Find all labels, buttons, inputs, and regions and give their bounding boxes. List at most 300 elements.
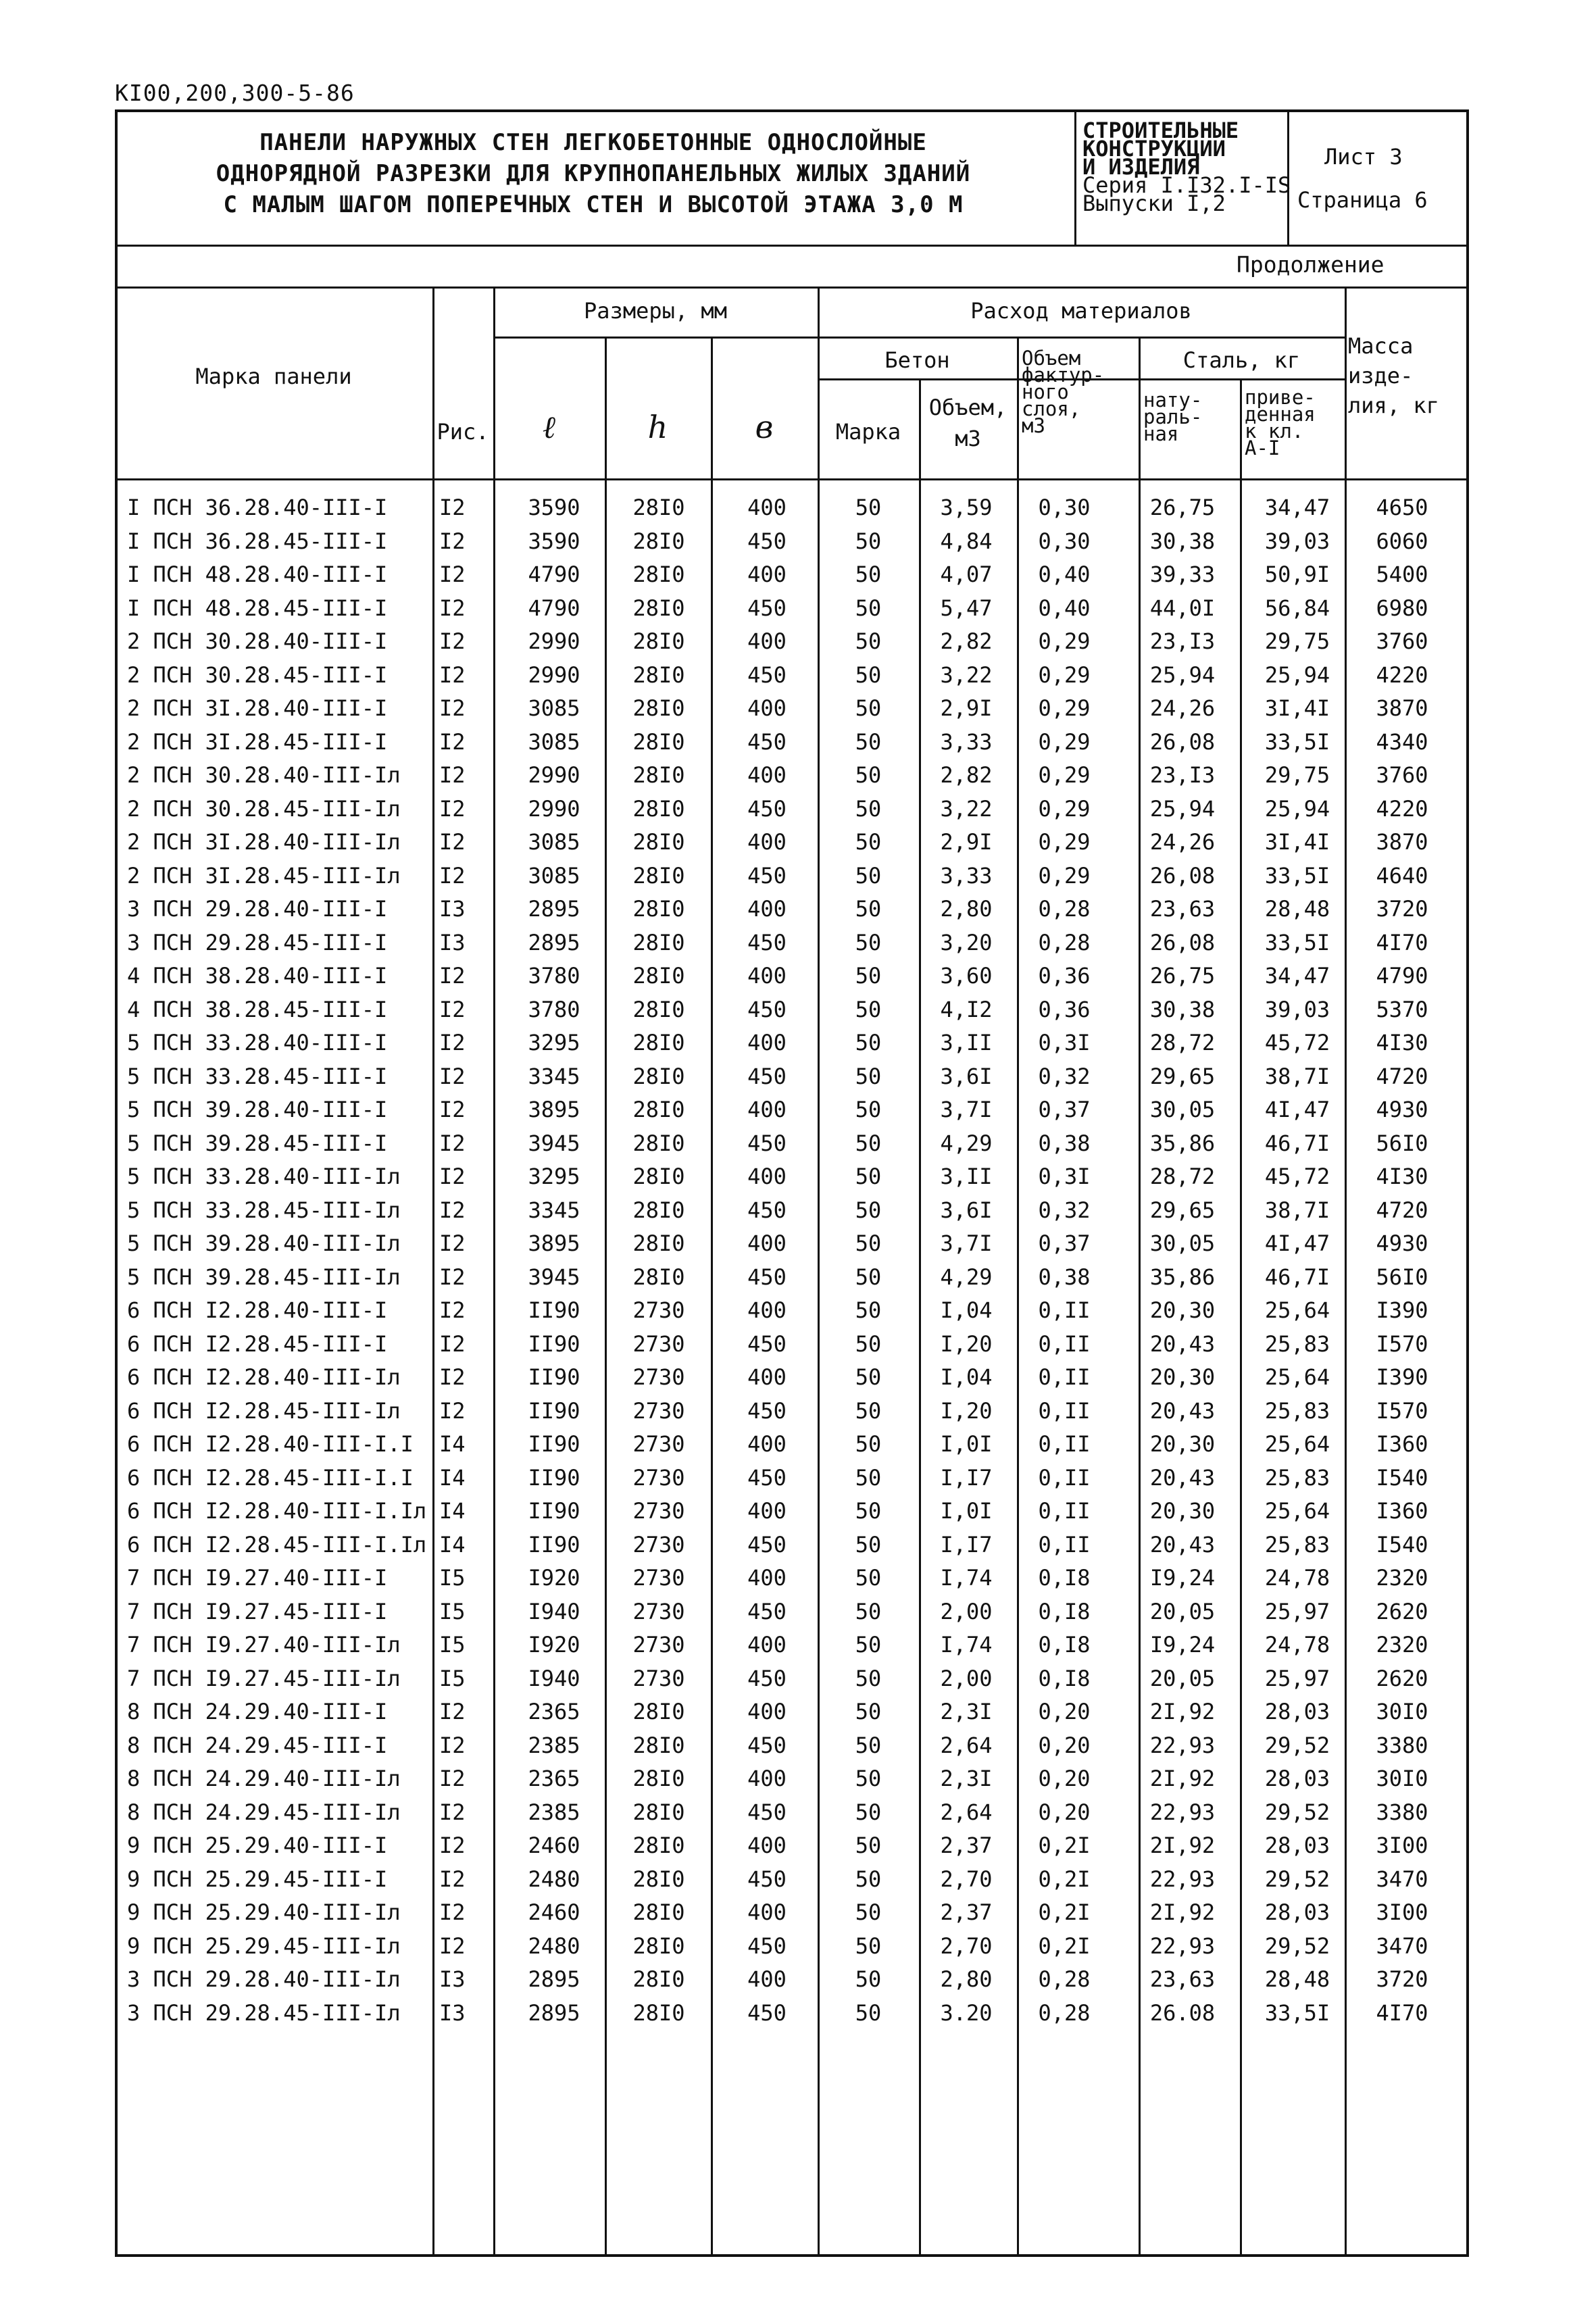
- concrete-grade: 50: [855, 495, 882, 520]
- panel-mark: 8 ПСН 24.29.40-III-Iл: [127, 1766, 401, 1791]
- steel-reduced: 33,5I: [1264, 1999, 1330, 2026]
- figure-number: I2: [439, 1264, 466, 1290]
- table-row: [0, 791, 1596, 824]
- height-value: 28I0: [632, 1164, 685, 1189]
- header-text: приве-: [1245, 386, 1316, 409]
- texture-volume: 0,2I: [1038, 1933, 1091, 1959]
- title-line: С МАЛЫМ ШАГОМ ПОПЕРЕЧНЫХ СТЕН И ВЫСОТОЙ ЭТАЖА 3,0 М: [223, 191, 964, 218]
- figure-number: I4: [439, 1531, 466, 1558]
- texture-volume: 0,29: [1038, 762, 1091, 788]
- texture-volume: 0,20: [1038, 1799, 1091, 1825]
- figure-number: I2: [439, 528, 466, 554]
- length-value: 3780: [528, 963, 580, 989]
- concrete-volume: 3,20: [940, 929, 993, 955]
- steel-natural: 26,75: [1149, 963, 1216, 989]
- mass-value: I390: [1376, 1364, 1428, 1390]
- steel-natural: 20,43: [1149, 1397, 1216, 1424]
- steel-reduced: 24,78: [1264, 1565, 1330, 1591]
- mass-value: I570: [1376, 1397, 1428, 1424]
- steel-natural: 20,30: [1149, 1364, 1216, 1390]
- length-value: 3295: [528, 1164, 580, 1189]
- texture-volume: 0,20: [1038, 1732, 1091, 1758]
- length-value: 2480: [528, 1866, 580, 1892]
- table-row: [0, 623, 1596, 657]
- figure-number: I2: [439, 628, 466, 654]
- figure-number: I2: [439, 562, 466, 587]
- length-value: 2990: [528, 762, 580, 788]
- concrete-grade: 50: [855, 695, 882, 721]
- header-text: А-I: [1245, 437, 1280, 459]
- panel-mark: 7 ПСН I9.27.40-III-I: [127, 1565, 388, 1591]
- concrete-volume: I,04: [940, 1364, 993, 1390]
- thickness-value: 450: [747, 1397, 787, 1424]
- figure-number: I4: [439, 1431, 466, 1457]
- concrete-grade: 50: [855, 528, 882, 554]
- steel-reduced: 4I,47: [1264, 1230, 1330, 1256]
- concrete-volume: 2,9I: [940, 695, 993, 721]
- texture-volume: 0,36: [1038, 996, 1091, 1022]
- thickness-value: 400: [747, 1030, 787, 1055]
- height-value: 2730: [632, 1364, 685, 1390]
- panel-mark: 7 ПСН I9.27.45-III-I: [127, 1598, 388, 1624]
- height-value: 28I0: [632, 1732, 685, 1758]
- table-row: [0, 590, 1596, 624]
- mass-value: 30I0: [1376, 1699, 1428, 1724]
- table-row: [0, 1359, 1596, 1393]
- mass-value: 4220: [1376, 662, 1428, 688]
- height-value: 28I0: [632, 896, 685, 922]
- concrete-volume: 2,82: [940, 762, 993, 788]
- concrete-volume: I,74: [940, 1632, 993, 1658]
- concrete-grade: 50: [855, 1966, 882, 1992]
- texture-volume: 0,II: [1038, 1464, 1091, 1491]
- mass-value: 2320: [1376, 1565, 1428, 1591]
- length-value: I940: [528, 1665, 580, 1691]
- header-text: м3: [955, 426, 981, 451]
- concrete-volume: 4,29: [940, 1264, 993, 1290]
- texture-volume: 0,II: [1038, 1531, 1091, 1558]
- mass-value: 2620: [1376, 1665, 1428, 1691]
- steel-reduced: 3I,4I: [1264, 695, 1330, 721]
- panel-mark: 7 ПСН I9.27.40-III-Iл: [127, 1632, 401, 1658]
- header-thickness: в: [755, 409, 774, 445]
- header-steel: Сталь, кг: [1182, 347, 1301, 373]
- concrete-grade: 50: [855, 1999, 882, 2026]
- steel-reduced: 25,83: [1264, 1330, 1330, 1357]
- thickness-value: 450: [747, 1665, 787, 1691]
- thickness-value: 400: [747, 1766, 787, 1791]
- mass-value: 3760: [1376, 762, 1428, 788]
- series-line: И ИЗДЕЛИЯ: [1082, 154, 1200, 180]
- thickness-value: 450: [747, 996, 787, 1022]
- texture-volume: 0,29: [1038, 795, 1091, 822]
- continuation-label: Продолжение: [1237, 251, 1385, 278]
- steel-reduced: 28,03: [1264, 1766, 1330, 1791]
- concrete-grade: 50: [855, 1799, 882, 1825]
- figure-number: I5: [439, 1598, 466, 1624]
- concrete-grade: 50: [855, 1565, 882, 1591]
- steel-reduced: 46,7I: [1264, 1130, 1330, 1156]
- figure-number: I2: [439, 1197, 466, 1223]
- thickness-value: 400: [747, 1699, 787, 1724]
- thickness-value: 400: [747, 695, 787, 721]
- height-value: 28I0: [632, 562, 685, 587]
- figure-number: I2: [439, 1866, 466, 1892]
- concrete-volume: 2,80: [940, 896, 993, 922]
- length-value: 2365: [528, 1699, 580, 1724]
- steel-natural: 23,63: [1149, 896, 1216, 922]
- thickness-value: 450: [747, 1197, 787, 1223]
- concrete-volume: 3,6I: [940, 1063, 993, 1089]
- thickness-value: 400: [747, 963, 787, 989]
- figure-number: I2: [439, 1063, 466, 1089]
- concrete-grade: 50: [855, 829, 882, 855]
- mass-value: 4650: [1376, 495, 1428, 520]
- table-row: [0, 1727, 1596, 1761]
- table-row: [0, 857, 1596, 891]
- concrete-volume: 3,7I: [940, 1097, 993, 1122]
- concrete-grade: 50: [855, 1097, 882, 1122]
- panel-mark: 6 ПСН I2.28.40-III-I: [127, 1297, 388, 1323]
- length-value: 2460: [528, 1833, 580, 1858]
- height-value: 28I0: [632, 695, 685, 721]
- concrete-grade: 50: [855, 1732, 882, 1758]
- length-value: 2990: [528, 795, 580, 822]
- concrete-grade: 50: [855, 1531, 882, 1558]
- header-height: h: [647, 409, 668, 445]
- height-value: 28I0: [632, 595, 685, 621]
- concrete-grade: 50: [855, 929, 882, 955]
- panel-mark: 6 ПСН I2.28.40-III-Iл: [127, 1364, 401, 1390]
- table-row: [0, 1827, 1596, 1861]
- header-text: к кл.: [1245, 420, 1304, 443]
- length-value: 2480: [528, 1933, 580, 1959]
- height-value: 2730: [632, 1598, 685, 1624]
- figure-number: I3: [439, 1966, 466, 1992]
- steel-natural: 26,08: [1149, 862, 1216, 889]
- mass-value: I360: [1376, 1431, 1428, 1457]
- thickness-value: 450: [747, 795, 787, 822]
- mass-value: I390: [1376, 1297, 1428, 1323]
- texture-volume: 0,20: [1038, 1699, 1091, 1724]
- length-value: 3345: [528, 1063, 580, 1089]
- texture-volume: 0,II: [1038, 1397, 1091, 1424]
- concrete-volume: 3,22: [940, 795, 993, 822]
- steel-reduced: 29,75: [1264, 628, 1330, 654]
- figure-number: I5: [439, 1565, 466, 1591]
- concrete-grade: 50: [855, 1030, 882, 1055]
- concrete-grade: 50: [855, 1464, 882, 1491]
- concrete-grade: 50: [855, 1230, 882, 1256]
- steel-reduced: 25,83: [1264, 1464, 1330, 1491]
- panel-mark: 2 ПСН 30.28.45-III-Iл: [127, 795, 401, 822]
- table-row: [0, 1292, 1596, 1326]
- panel-mark: 7 ПСН I9.27.45-III-Iл: [127, 1665, 401, 1691]
- panel-mark: 6 ПСН I2.28.45-III-Iл: [127, 1397, 401, 1424]
- concrete-volume: 2,37: [940, 1833, 993, 1858]
- steel-reduced: 33,5I: [1264, 728, 1330, 755]
- thickness-value: 400: [747, 495, 787, 520]
- steel-reduced: 29,52: [1264, 1933, 1330, 1959]
- steel-natural: 20,30: [1149, 1498, 1216, 1524]
- concrete-grade: 50: [855, 762, 882, 788]
- steel-natural: I9,24: [1149, 1565, 1216, 1591]
- steel-reduced: 25,64: [1264, 1431, 1330, 1457]
- length-value: 2990: [528, 628, 580, 654]
- length-value: 3945: [528, 1130, 580, 1156]
- texture-volume: 0,II: [1038, 1431, 1091, 1457]
- series-line: СТРОИТЕЛЬНЫЕ: [1082, 118, 1239, 143]
- thickness-value: 450: [747, 1264, 787, 1290]
- mass-value: 4930: [1376, 1097, 1428, 1122]
- texture-volume: 0,29: [1038, 862, 1091, 889]
- texture-volume: 0,28: [1038, 896, 1091, 922]
- table-row: [0, 690, 1596, 724]
- concrete-grade: 50: [855, 1498, 882, 1524]
- steel-natural: 25,94: [1149, 662, 1216, 688]
- mass-value: 5370: [1376, 996, 1428, 1022]
- mass-value: 4I70: [1376, 929, 1428, 955]
- header-text: ного: [1022, 380, 1069, 403]
- figure-number: I2: [439, 1230, 466, 1256]
- concrete-volume: 2,82: [940, 628, 993, 654]
- panel-mark: 8 ПСН 24.29.45-III-I: [127, 1732, 388, 1758]
- texture-volume: 0,29: [1038, 829, 1091, 855]
- steel-reduced: 29,75: [1264, 762, 1330, 788]
- table-row: [0, 1493, 1596, 1526]
- steel-reduced: 50,9I: [1264, 562, 1330, 587]
- series-block: [1082, 118, 1291, 216]
- concrete-volume: I,I7: [940, 1531, 993, 1558]
- texture-volume: 0,2I: [1038, 1866, 1091, 1892]
- steel-reduced: 34,47: [1264, 495, 1330, 520]
- texture-volume: 0,II: [1038, 1330, 1091, 1357]
- panel-mark: 5 ПСН 39.28.45-III-I: [127, 1130, 388, 1156]
- height-value: 28I0: [632, 1230, 685, 1256]
- steel-reduced: 24,78: [1264, 1632, 1330, 1658]
- thickness-value: 450: [747, 1531, 787, 1558]
- height-value: 28I0: [632, 528, 685, 554]
- figure-number: I2: [439, 1164, 466, 1189]
- table-row: [0, 957, 1596, 991]
- table-row: [0, 1526, 1596, 1560]
- header-materials: Расход материалов: [970, 298, 1192, 324]
- series-line: Серия I.I32.I-IS: [1082, 172, 1291, 198]
- table-row: [0, 1125, 1596, 1159]
- steel-reduced: 56,84: [1264, 595, 1330, 621]
- panel-mark: 5 ПСН 39.28.45-III-Iл: [127, 1264, 401, 1290]
- mass-value: 4930: [1376, 1230, 1428, 1256]
- length-value: 2895: [528, 1999, 580, 2026]
- table-row: [0, 724, 1596, 757]
- thickness-value: 400: [747, 1833, 787, 1858]
- concrete-volume: I,I7: [940, 1464, 993, 1491]
- figure-number: I5: [439, 1632, 466, 1658]
- panel-mark: 9 ПСН 25.29.45-III-I: [127, 1866, 388, 1892]
- concrete-volume: 2,70: [940, 1866, 993, 1892]
- concrete-volume: 2,37: [940, 1899, 993, 1925]
- steel-natural: 28,72: [1149, 1030, 1216, 1055]
- texture-volume: 0,32: [1038, 1063, 1091, 1089]
- concrete-volume: 2,9I: [940, 829, 993, 855]
- texture-volume: 0,3I: [1038, 1030, 1091, 1055]
- table-row: [0, 1192, 1596, 1226]
- steel-reduced: 38,7I: [1264, 1197, 1330, 1223]
- steel-reduced: 45,72: [1264, 1030, 1330, 1055]
- texture-volume: 0,I8: [1038, 1632, 1091, 1658]
- thickness-value: 400: [747, 1297, 787, 1323]
- panel-mark: 8 ПСН 24.29.40-III-I: [127, 1699, 388, 1724]
- length-value: I920: [528, 1632, 580, 1658]
- panel-mark: 3 ПСН 29.28.45-III-I: [127, 929, 388, 955]
- concrete-grade: 50: [855, 1866, 882, 1892]
- steel-natural: 29,65: [1149, 1197, 1216, 1223]
- steel-reduced: 39,03: [1264, 528, 1330, 554]
- height-value: 28I0: [632, 1130, 685, 1156]
- panel-mark: 6 ПСН I2.28.45-III-I.I: [127, 1464, 414, 1491]
- length-value: 3085: [528, 695, 580, 721]
- concrete-volume: 3,33: [940, 862, 993, 889]
- figure-number: I2: [439, 1030, 466, 1055]
- header-length: ℓ: [542, 409, 556, 445]
- table-row: [0, 1861, 1596, 1895]
- length-value: II90: [528, 1498, 580, 1524]
- thickness-value: 400: [747, 562, 787, 587]
- thickness-value: 400: [747, 1899, 787, 1925]
- steel-natural: 20,43: [1149, 1531, 1216, 1558]
- header-text: изде-: [1348, 363, 1414, 389]
- texture-volume: 0,II: [1038, 1498, 1091, 1524]
- steel-natural: 26,75: [1149, 495, 1216, 520]
- concrete-volume: 2,3I: [940, 1699, 993, 1724]
- concrete-volume: I,0I: [940, 1498, 993, 1524]
- steel-natural: I9,24: [1149, 1632, 1216, 1658]
- panel-mark: 3 ПСН 29.28.45-III-Iл: [127, 1999, 401, 2026]
- height-value: 28I0: [632, 1030, 685, 1055]
- panel-mark: 2 ПСН 3I.28.45-III-Iл: [127, 862, 401, 889]
- texture-volume: 0,29: [1038, 628, 1091, 654]
- thickness-value: 450: [747, 662, 787, 688]
- height-value: 28I0: [632, 495, 685, 520]
- concrete-grade: 50: [855, 1899, 882, 1925]
- panel-mark: 2 ПСН 30.28.40-III-I: [127, 628, 388, 654]
- steel-natural: 2I,92: [1149, 1699, 1216, 1724]
- document-title: [120, 127, 1066, 220]
- concrete-grade: 50: [855, 1264, 882, 1290]
- figure-number: I2: [439, 762, 466, 788]
- mass-value: 4720: [1376, 1063, 1428, 1089]
- steel-reduced: 45,72: [1264, 1164, 1330, 1189]
- table-row: [0, 1794, 1596, 1828]
- steel-reduced: 25,94: [1264, 795, 1330, 822]
- mass-value: 30I0: [1376, 1766, 1428, 1791]
- figure-number: I2: [439, 996, 466, 1022]
- concrete-volume: 3.20: [940, 1999, 993, 2026]
- concrete-volume: 5,47: [940, 595, 993, 621]
- concrete-volume: 2,64: [940, 1732, 993, 1758]
- steel-reduced: 28,03: [1264, 1699, 1330, 1724]
- concrete-grade: 50: [855, 1598, 882, 1624]
- concrete-grade: 50: [855, 1933, 882, 1959]
- header-fig: Рис.: [437, 419, 489, 445]
- figure-number: I2: [439, 1833, 466, 1858]
- steel-reduced: 28,03: [1264, 1833, 1330, 1858]
- concrete-grade: 50: [855, 1699, 882, 1724]
- table-row: [0, 1560, 1596, 1593]
- table-row: [0, 1760, 1596, 1794]
- height-value: 2730: [632, 1330, 685, 1357]
- texture-volume: 0,29: [1038, 662, 1091, 688]
- height-value: 2730: [632, 1397, 685, 1424]
- length-value: II90: [528, 1464, 580, 1491]
- height-value: 2730: [632, 1431, 685, 1457]
- steel-reduced: 33,5I: [1264, 862, 1330, 889]
- steel-reduced: 29,52: [1264, 1866, 1330, 1892]
- steel-reduced: 25,97: [1264, 1598, 1330, 1624]
- series-line: КОНСТРУКЦИИ: [1082, 136, 1226, 161]
- length-value: 2895: [528, 929, 580, 955]
- concrete-grade: 50: [855, 1632, 882, 1658]
- concrete-grade: 50: [855, 628, 882, 654]
- table-row: [0, 991, 1596, 1025]
- length-value: 4790: [528, 595, 580, 621]
- table-row: [0, 757, 1596, 791]
- mass-value: 4I30: [1376, 1030, 1428, 1055]
- length-value: 2385: [528, 1799, 580, 1825]
- height-value: 28I0: [632, 728, 685, 755]
- steel-reduced: 46,7I: [1264, 1264, 1330, 1290]
- steel-natural: 2I,92: [1149, 1833, 1216, 1858]
- figure-number: I2: [439, 1097, 466, 1122]
- steel-natural: 23,I3: [1149, 628, 1216, 654]
- length-value: 2365: [528, 1766, 580, 1791]
- height-value: 28I0: [632, 929, 685, 955]
- steel-natural: 24,26: [1149, 829, 1216, 855]
- sheet-number: Лист 3: [1324, 144, 1403, 170]
- concrete-volume: 3,59: [940, 495, 993, 520]
- thickness-value: 450: [747, 595, 787, 621]
- height-value: 28I0: [632, 829, 685, 855]
- mass-value: 56I0: [1376, 1264, 1428, 1290]
- concrete-volume: 4,84: [940, 528, 993, 554]
- header-text: нату-: [1143, 389, 1203, 412]
- steel-natural: 20,30: [1149, 1297, 1216, 1323]
- height-value: 2730: [632, 1498, 685, 1524]
- steel-reduced: 4I,47: [1264, 1097, 1330, 1122]
- panel-mark: 4 ПСН 38.28.45-III-I: [127, 996, 388, 1022]
- height-value: 28I0: [632, 1799, 685, 1825]
- panel-mark: 2 ПСН 3I.28.40-III-I: [127, 695, 388, 721]
- thickness-value: 400: [747, 896, 787, 922]
- concrete-grade: 50: [855, 1130, 882, 1156]
- concrete-grade: 50: [855, 1665, 882, 1691]
- header-text: фактур-: [1022, 364, 1105, 387]
- figure-number: I2: [439, 1732, 466, 1758]
- concrete-volume: 2,64: [940, 1799, 993, 1825]
- concrete-grade: 50: [855, 1397, 882, 1424]
- length-value: II90: [528, 1397, 580, 1424]
- texture-volume: 0,II: [1038, 1297, 1091, 1323]
- document-code: КI00,200,300-5-86: [115, 80, 355, 106]
- steel-reduced: 29,52: [1264, 1732, 1330, 1758]
- panel-mark: 5 ПСН 39.28.40-III-Iл: [127, 1230, 401, 1256]
- thickness-value: 400: [747, 1230, 787, 1256]
- mass-value: 3720: [1376, 896, 1428, 922]
- steel-natural: 22,93: [1149, 1732, 1216, 1758]
- height-value: 28I0: [632, 762, 685, 788]
- height-value: 28I0: [632, 1063, 685, 1089]
- figure-number: I2: [439, 1130, 466, 1156]
